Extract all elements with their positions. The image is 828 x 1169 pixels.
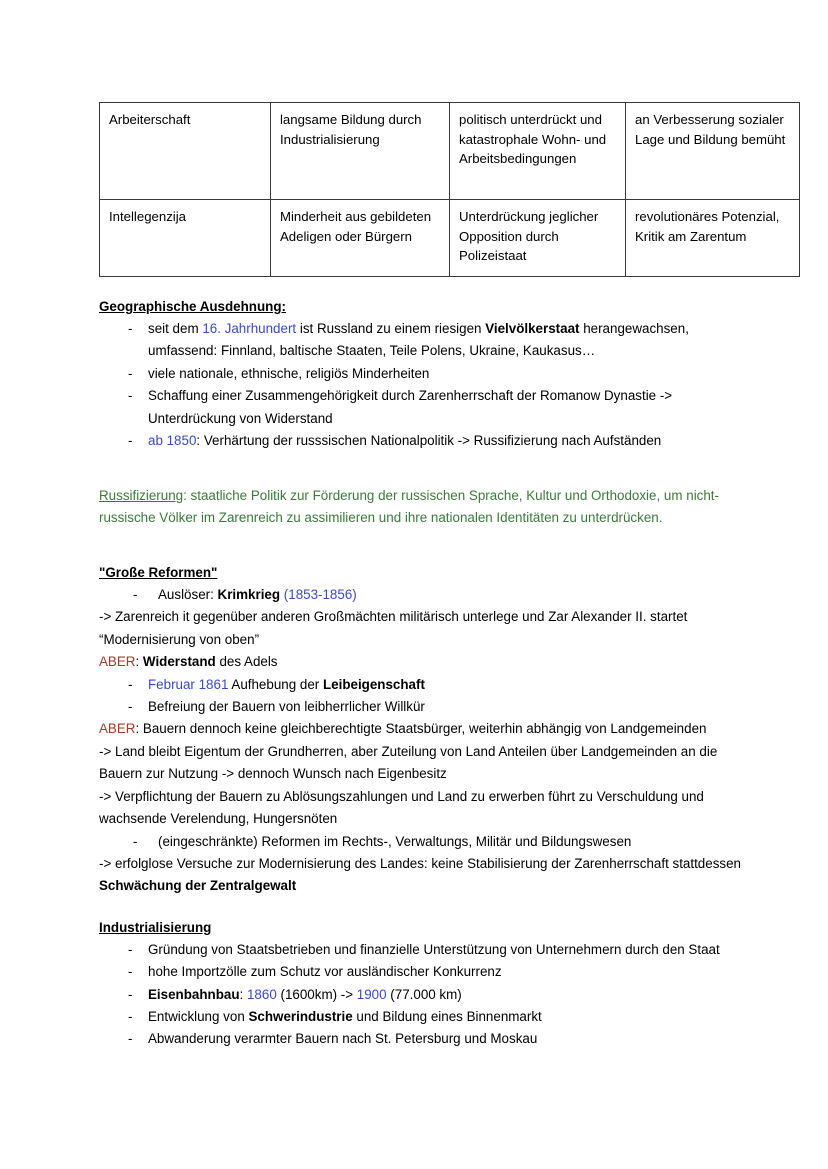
table-cell-aims: an Verbesserung sozialer Lage und Bildung bemüht <box>626 103 800 200</box>
emphasis-term: Schwächung der Zentralgewalt <box>99 878 297 894</box>
highlight-date: 1860 <box>246 986 277 1002</box>
table-cell-aims: revolutionäres Potenzial, Kritik am Zarentum <box>626 200 800 277</box>
spacer <box>99 452 749 471</box>
heading-industrialisierung: Industrialisierung <box>99 919 212 935</box>
table-row <box>100 103 800 200</box>
heading-grosse-reformen: "Große Reformen" <box>99 565 218 581</box>
emphasis-term: Widerstand <box>142 654 216 670</box>
spacer <box>99 898 749 917</box>
list-item <box>99 984 749 1006</box>
list-industrialisierung <box>99 939 749 1051</box>
definition-russifizierung <box>99 485 749 530</box>
text-fragment: Auslöser: <box>158 587 218 603</box>
paragraph-landbesitz: -> Land bleibt Eigentum der Grundherren, aber Zuteilung von Land Anteilen über Landgemeinden an die Bauern zur Nutzung -> dennoch Wunsch nach Eigenbesitz <box>99 743 718 782</box>
list-item: - Abwanderung verarmter Bauern nach St. Petersburg und Moskau <box>99 1028 749 1050</box>
table-cell-development: langsame Bildung durch Industrialisierung <box>271 103 450 200</box>
list-item: - Schaffung einer Zusammengehörigkeit durch Zarenherrschaft der Romanow Dynastie -> Unterdrückung von Widerstand <box>99 385 749 430</box>
list-item <box>99 1006 749 1028</box>
list-item: - hohe Importzölle zum Schutz vor ausländischer Konkurrenz <box>99 961 749 983</box>
paragraph-modernisierung: -> Zarenreich it gegenüber anderen Großmächten militärisch unterlege und Zar Alexander II. startet “Modernisierung von oben” <box>99 609 688 647</box>
paragraph-fazit-reformen <box>99 853 749 898</box>
text-fragment: ist Russland zu einem riesigen <box>296 321 486 336</box>
definition-text: : staatliche Politik zur Förderung der russischen Sprache, Kultur und Orthodoxie, um nicht- russische Völker im Zarenreich zu assimilieren und ihre nationalen Identitäten zu unterdrücken. <box>99 487 719 526</box>
list-reformen-ausloeser <box>99 584 749 606</box>
heading-geographische-ausdehnung: Geographische Ausdehnung: <box>99 299 286 314</box>
list-reformen-bereiche <box>99 831 749 853</box>
social-groups-table <box>99 102 800 277</box>
text-fragment: -> erfolglose Versuche zur Modernisierung des Landes: keine Stabilisierung der Zarenherrschaft stattdessen <box>99 855 741 871</box>
highlight-date: (1853-1856) <box>280 587 357 603</box>
highlight-date: 1900 <box>356 986 387 1002</box>
text-fragment: : Verhärtung der russsischen Nationalpolitik -> Russifizierung nach Aufständen <box>196 433 662 449</box>
table-cell-situation: Unterdrückung jeglicher Opposition durch Polizeistaat <box>450 200 626 277</box>
text-fragment: und Bildung eines Binnenmarkt <box>352 1008 542 1024</box>
text-fragment: seit dem <box>148 321 203 336</box>
table-cell-group: Arbeiterschaft <box>100 103 271 200</box>
text-fragment: Aufhebung der <box>228 676 323 692</box>
paragraph-aber-bauern <box>99 718 749 740</box>
list-reformen-bauern <box>99 674 749 719</box>
table-cell-development: Minderheit aus gebildeten Adeligen oder Bürgern <box>271 200 450 277</box>
text-fragment: (1600km) -> <box>276 986 357 1002</box>
text-fragment: : <box>135 654 143 670</box>
text-fragment: Entwicklung von <box>148 1008 249 1024</box>
list-item: - viele nationale, ethnische, religiös Minderheiten <box>99 363 749 385</box>
table-cell-group: Intellegenzija <box>100 200 271 277</box>
table-row <box>100 200 800 277</box>
highlight-date: ab 1850 <box>148 433 197 449</box>
document-body <box>99 296 749 1051</box>
emphasis-term: Schwerindustrie <box>248 1008 353 1024</box>
list-item: - (eingeschränkte) Reformen im Rechts-, Verwaltungs, Militär und Bildungswesen <box>99 831 749 853</box>
list-item <box>99 430 749 452</box>
list-item <box>99 318 749 363</box>
list-item: - Gründung von Staatsbetrieben und finanzielle Unterstützung von Unternehmern durch den Staat <box>99 939 749 961</box>
marker-aber: ABER <box>99 721 136 737</box>
text-fragment: (77.000 km) <box>386 986 462 1002</box>
emphasis-term: Leibeigenschaft <box>322 676 425 692</box>
table-cell-situation: politisch unterdrückt und katastrophale Wohn- und Arbeitsbedingungen <box>450 103 626 200</box>
text-fragment: des Adels <box>215 654 278 670</box>
highlight-date: 16. Jahrhundert <box>202 321 297 336</box>
paragraph-aber-adel <box>99 651 749 673</box>
highlight-date: Februar 1861 <box>148 676 229 692</box>
list-item <box>99 674 749 696</box>
emphasis-term: Eisenbahnbau <box>148 986 240 1002</box>
paragraph-abloesungszahlungen: -> Verpflichtung der Bauern zu Ablösungszahlungen und Land zu erwerben führt zu Verschuldung und wachsende Verelendung, Hungersnöten <box>99 788 704 827</box>
text-fragment: : Bauern dennoch keine gleichberechtigte Staatsbürger, weiterhin abhängig von Landgemeinden <box>135 721 707 737</box>
definition-term: Russifizierung <box>99 487 184 503</box>
list-item <box>99 584 749 606</box>
marker-aber: ABER <box>99 654 136 670</box>
text-fragment: : <box>239 986 247 1002</box>
list-item: - Befreiung der Bauern von leibherrlicher Willkür <box>99 696 749 718</box>
emphasis-term: Vielvölkerstaat <box>485 321 580 336</box>
spacer <box>99 543 749 562</box>
list-geographie <box>99 318 749 452</box>
emphasis-term: Krimkrieg <box>217 587 281 603</box>
text-fragment: herangewachsen, umfassend: Finnland, baltische Staaten, Teile Polens, Ukraine, Kaukasus… <box>148 321 689 359</box>
